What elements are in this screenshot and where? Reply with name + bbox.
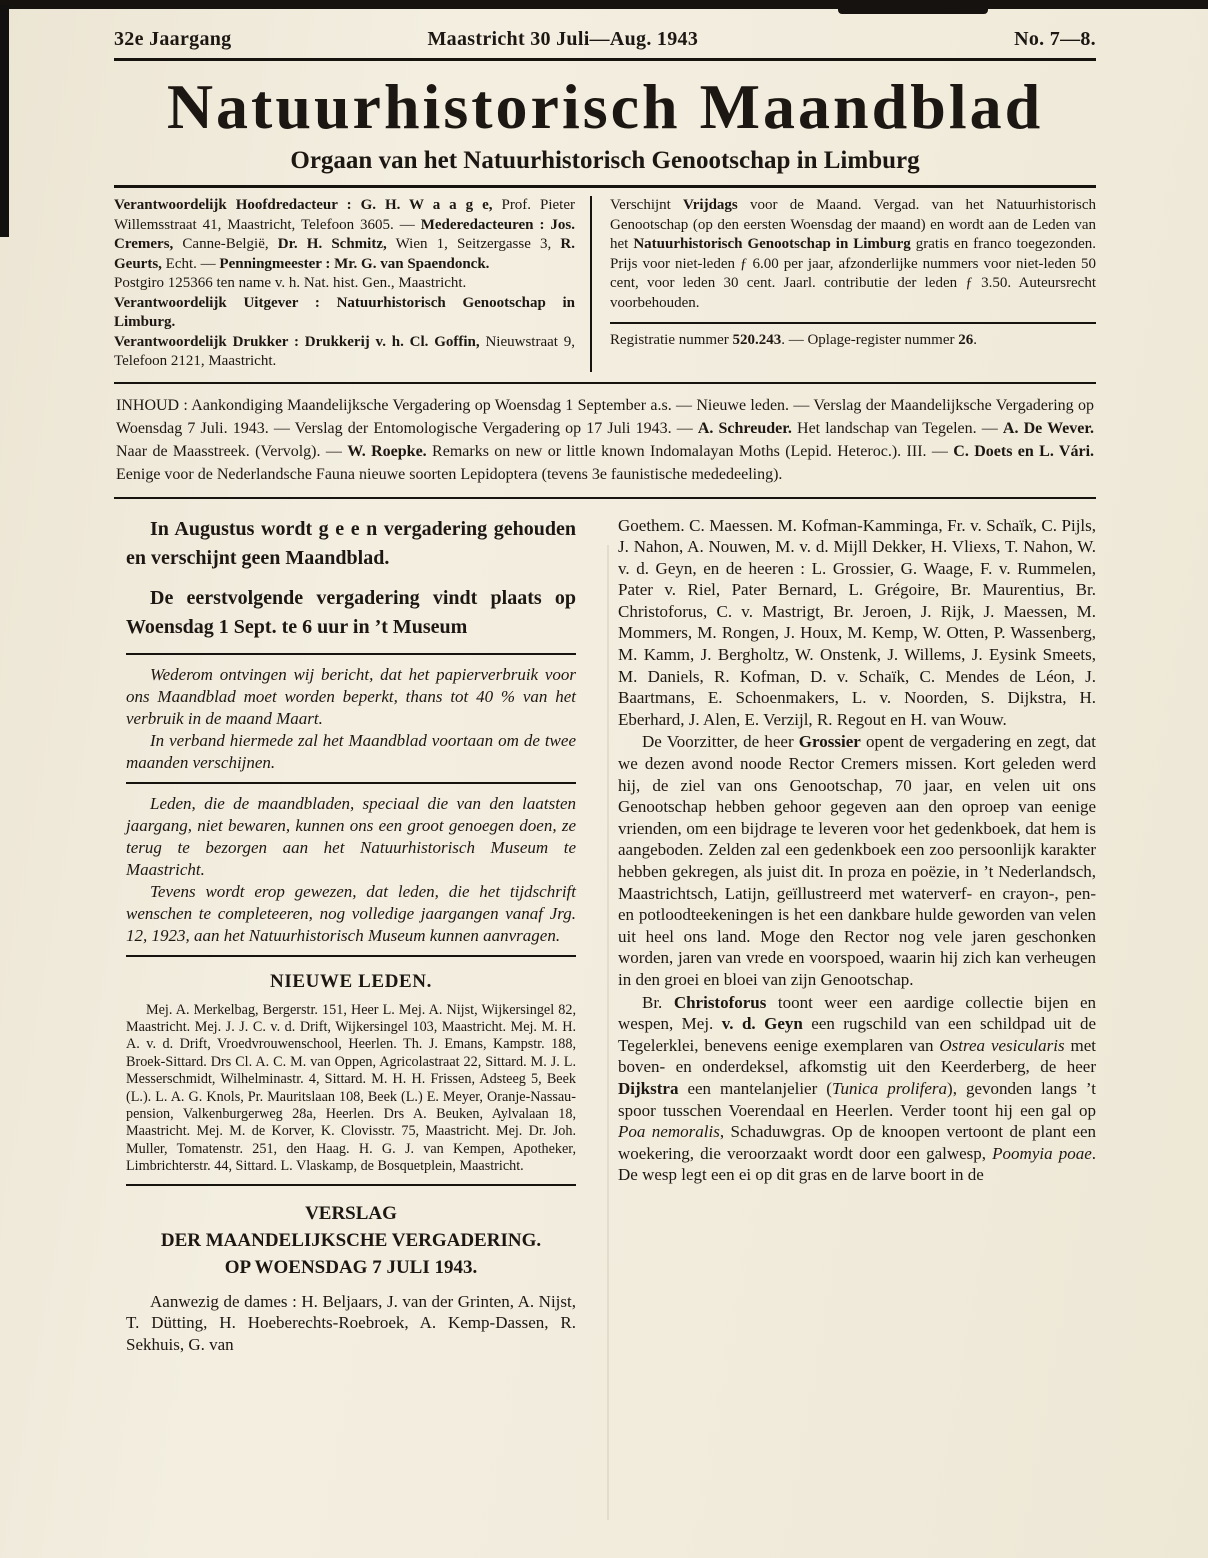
colophon-paragraph: Verantwoordelijk Uitgever : Natuurhistorisch Genootschap in Limburg. — [114, 294, 575, 330]
scan-artifact-top-edge — [0, 0, 1208, 9]
issue-header — [114, 28, 1096, 51]
body-paragraph: Br. Christoforus toont weer een aardige collectie bijen en wespen, Mej. v. d. Geyn een rugschild van een schildpad uit de Tegelerklei, benevens eenige exemplaren van Ostrea vesicularis met boven- en onderdeksel, afkomstig uit den Keerderberg, de heer Dijkstra een mantelanjelier (Tunica prolifera), gevonden langs ’t spoor tusschen Voerendaal en Heerlen. Verder toont hij een gal op Poa nemoralis, Schaduwgras. Op de knoopen vertoont de plant een woekering, die veroorzaakt wordt door een galwesp, Poomyia poae. De wesp legt een ei op dit gras en de larve boort in de — [618, 992, 1097, 1185]
registration-line: Registratie nummer 520.243. — Oplage-register nummer 26. — [610, 332, 977, 348]
heading-line: DER MAANDELIJKSCHE VERGADERING. — [160, 1229, 542, 1251]
announcement-paragraph: De eerstvolgende vergadering vindt plaats op Woensdag 1 Sept. te 6 uur in ’t Museum — [126, 586, 576, 638]
notice-paragraph: In verband hiermede zal het Maandblad voortaan om de twee maanden verschijnen. — [126, 730, 576, 772]
colophon-paragraph: Verantwoordelijk Drukker : Drukkerij v. h. Cl. Goffin, Nieuwstraat 9, Telefoon 2121, Maastricht. — [114, 333, 575, 369]
heading-line: OP WOENSDAG 7 JULI 1943. — [224, 1256, 478, 1278]
notice-paragraph: Wederom ontvingen wij bericht, dat het papierverbruik voor ons Maandblad moet worden beperkt, thans tot 40 % van het verbruik in de maand Maart. — [126, 664, 576, 728]
scan-artifact-top-blob — [838, 0, 988, 14]
attendees-paragraph: Aanwezig de dames : H. Beljaars, J. van der Grinten, A. Nijst, T. Dütting, H. Hoeberechts-Roebroek, A. Kemp-Dassen, R. Sekhuis, G. van — [126, 1291, 576, 1354]
body-paragraph: De Voorzitter, de heer Grossier opent de vergadering en zegt, dat we dezen avond noode Rector Cremers missen. Kort geleden werd hij, de ziel van ons Genootschap, 70 jaar, en velen uit ons Genootschap hebben gehoor gegeven aan den oproep van eenige vrienden, om een bijdrage te leveren voor het gedenkboek, dat hem is aangeboden. Zelden zal een gedenkboek een zoo persoonlijk karakter hebben gekregen, als juist dit. In proza en poëzie, in ’t Nederlandsch, Maastrichtsch, Latijn, geïllustreerd met waterverf- en crayon-, pen- en potloodteekeningen is het een dankbare hulde geworden van velen uit heel ons land. Moge den Rector nog vele jaren geschonken worden, jaren van vrede en voorspoed, waarin hij zich kan verheugen in den groei en bloei van zijn Genootschap. — [618, 732, 1096, 989]
colophon-paragraph: Postgiro 125366 ten name v. h. Nat. hist. Gen., Maastricht. — [114, 275, 467, 291]
body-paragraph: Goethem. C. Maessen. M. Kofman-Kamminga, Fr. v. Schaïk, C. Pijls, J. Nahon, A. Nouwen, M. v. d. Mijll Dekker, H. Vliexs, T. Nahon, W. v. d. Geyn, en de heeren : L. Grossier, G. Waage, F. v. Rummelen, Pater v. Riel, Pater Bernard, L. Grégoire, Br. Maurentius, Br. Christoforus, C. v. Mastrigt, Br. Jeroen, J. Rijk, J. Maessen, M. Mommers, M. Rongen, J. Houx, M. Kemp, W. Otten, P. Wassenberg, M. Kamm, J. Bergholtz, W. Onstenk, J. Willems, J. Eysink Smeets, M. Daniels, R. Kofman, D. v. Schaïk, C. Mendes de Léon, J. Baartmans, E. Schoenmakers, L. v. Noorden, S. Dijkstra, H. Eberhard, J. Alen, E. Verzijl, R. Regout en H. van Wouw. — [618, 515, 1096, 729]
horizontal-rule — [126, 653, 576, 655]
body-columns — [114, 509, 1096, 1356]
horizontal-rule — [126, 1184, 576, 1186]
colophon-subscription — [590, 196, 1096, 372]
horizontal-rule — [114, 58, 1096, 61]
announcement-paragraph: In Augustus wordt g e e n vergadering gehouden en verschijnt geen Maandblad. — [126, 517, 576, 569]
table-of-contents: INHOUD : Aankondiging Maandelijksche Vergadering op Woensdag 1 September a.s. — Nieuwe leden. — Verslag der Maandelijksche Vergadering op Woensdag 7 Juli. 1943. — Verslag der Entomologische Vergadering op 17 Juli 1943. — A. Schreuder. Het landschap van Tegelen. — A. De Wever. Naar de Maasstreek. (Vervolg). — W. Roepke. Remarks on new or little known Indomalayan Moths (Lepid. Heteroc.). III. — C. Doets en L. Vári. Eenige voor de Nederlandsche Fauna nieuwe soorten Lepidoptera (tevens 3e faunistische mededeeling). — [116, 396, 1095, 483]
august-announcement — [126, 515, 576, 642]
horizontal-rule — [126, 782, 576, 784]
page-content — [114, 28, 1096, 1355]
horizontal-rule — [610, 322, 1096, 324]
colophon — [114, 188, 1096, 382]
left-column — [114, 509, 592, 1356]
journal-title: Natuurhistorisch Maandblad — [166, 71, 1044, 142]
issue-date: Maastricht 30 Juli—Aug. 1943 — [427, 28, 699, 50]
notice-paragraph: Tevens wordt erop gewezen, dat leden, die het tijdschrift wenschen te completeeren, nog volledige jaargangen vanaf Jrg. 12, 1923, aan het Natuurhistorisch Museum kunnen aanvragen. — [126, 881, 576, 945]
horizontal-rule — [114, 497, 1096, 499]
meeting-report-heading — [126, 1200, 576, 1281]
horizontal-rule — [126, 955, 576, 957]
new-members-list: Mej. A. Merkelbag, Bergerstr. 151, Heer L. Mej. A. Nijst, Wijkersingel 82, Maastricht. Mej. J. J. C. v. d. Drift, Wijkersingel 103, Maastricht. Mej. M. H. A. v. d. Drift, Vroedvrouwenschool, Heerlen. Th. J. Emans, Kampstr. 188, Broek-Sittard. Drs Cl. A. C. M. van Oppen, Agricolastraat 22, Sittard. M. J. L. Messerschmidt, Wilhelminastr. 4, Sittard. M. H. H. Frissen, Adsteeg 5, Beek (L.). L. A. G. Knols, Pr. Mauritslaan 108, Beek (L.) E. Meyer, Oranje-Nassau-pension, Valkenburgerweg 28a, Heerlen. Drs A. Beuken, Aylvalaan 18, Maastricht. Mej. M. de Korver, K. Clovisstr. 75, Maastricht. Mej. Dr. Joh. Muller, Tomatenstr. 251, den Haag. H. G. J. van Kempen, Apotheker, Limbrichterstr. 44, Sittard. L. Vlaskamp, de Bosquetplein, Maastricht. — [126, 1001, 576, 1175]
notice-paragraph: Leden, die de maandbladen, speciaal die van den laatsten jaargang, niet bewaren, kunnen ons een groot genoegen doen, ze terug te bezorgen aan het Natuurhistorisch Museum te Maastricht. — [126, 793, 576, 879]
scan-artifact-left-edge — [0, 5, 9, 237]
volume-label: 32e Jaargang — [114, 28, 232, 50]
colophon-editors — [114, 196, 590, 372]
paper-restriction-notice — [126, 664, 576, 774]
subscription-notice: Verschijnt Vrijdags voor de Maand. Vergad. van het Natuurhistorisch Genootschap (op den eersten Woensdag der maand) en wordt aan de Leden van het Natuurhistorisch Genootschap in Limburg gratis en franco toegezonden. Prijs voor niet-leden ƒ 6.00 per jaar, afzonderlijke nummers voor niet-leden 50 cent, voor leden 30 cent. Jaarl. contributie der leden ƒ 3.50. Auteursrecht voorbehouden. — [610, 197, 1097, 311]
right-column — [592, 509, 1096, 1356]
colophon-paragraph: Verantwoordelijk Hoofdredacteur : G. H. W a a g e, Prof. Pieter Willemsstraat 41, Maastricht, Telefoon 3605. — Mederedacteuren : Jos. Cremers, Canne-België, Dr. H. Schmitz, Wien 1, Seitzergasse 3, R. Geurts, Echt. — Penningmeester : Mr. G. van Spaendonck. — [114, 197, 575, 272]
new-members-heading: NIEUWE LEDEN. — [270, 970, 432, 992]
return-issues-notice — [126, 793, 576, 947]
issue-number: No. 7—8. — [1014, 28, 1096, 50]
journal-subtitle: Orgaan van het Natuurhistorisch Genootschap in Limburg — [290, 147, 920, 174]
heading-line: VERSLAG — [305, 1202, 397, 1224]
